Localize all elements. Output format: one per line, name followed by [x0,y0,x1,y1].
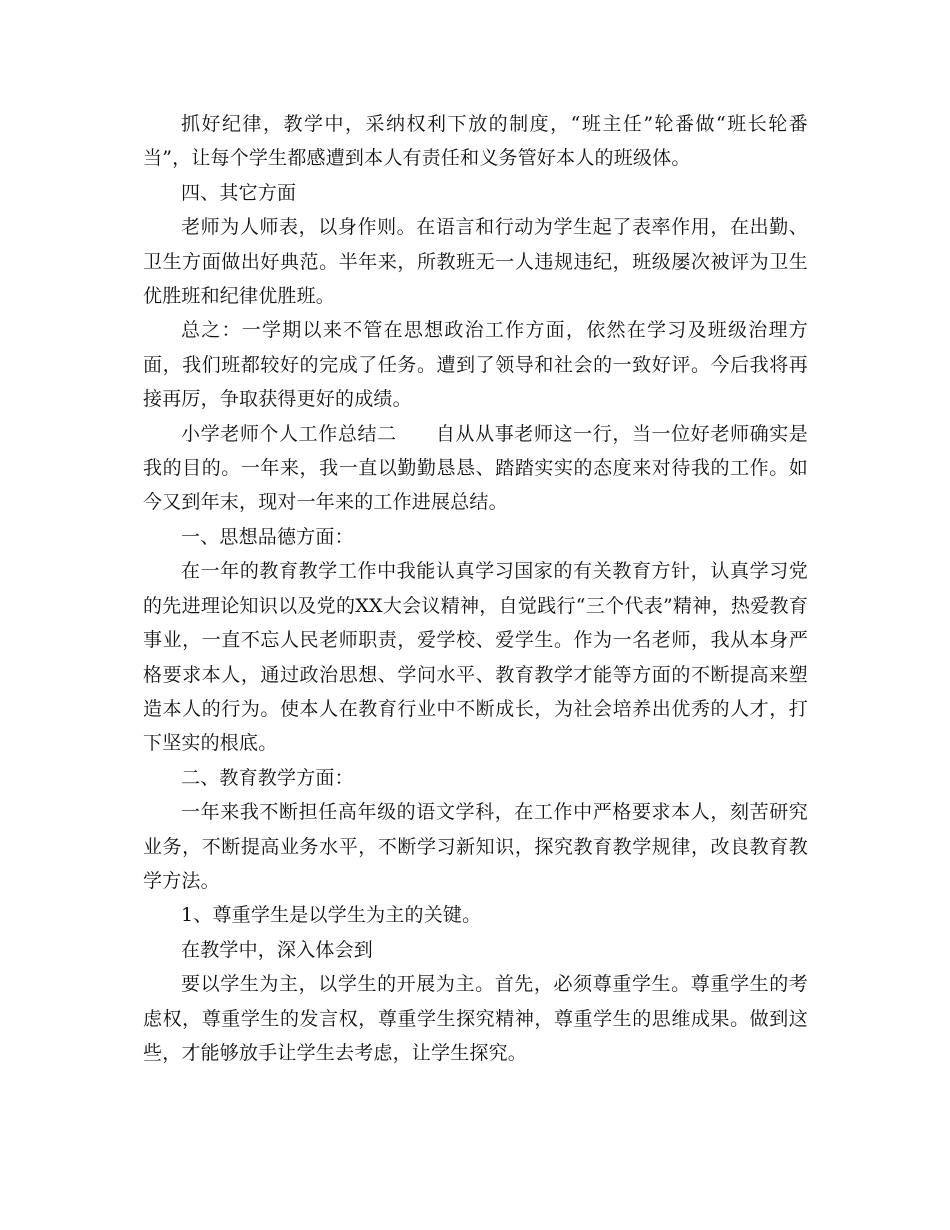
paragraph-role-model: 老师为人师表，以身作则。在语言和行动为学生起了表率作用，在出勤、卫生方面做出好典范。半年来，所教班无一人违规违纪，班级屡次被评为卫生优胜班和纪律优胜班。 [143,216,808,308]
paragraph-moral-character: 在一年的教育教学工作中我能认真学习国家的有关教育方针，认真学习党的先进理论知识以及党的XX大会议精神，自觉践行“三个代表”精神，热爱教育事业，一直不忘人民老师职责，爱学校、爱学生。作为一名老师，我从本身严格要求本人，通过政治思想、学问水平、教育教学才能等方面的不断提高来塑造本人的行为。使本人在教育行业中不断成长，为社会培养出优秀的人才，打下坚实的根底。 [143,560,808,755]
paragraph-in-teaching: 在教学中，深入体会到 [181,938,374,961]
heading-respect-students: 1、尊重学生是以学生为主的关键。 [181,904,482,927]
heading-other-aspects: 四、其它方面 [181,181,297,204]
heading-moral-character: 一、思想品德方面： [181,525,354,548]
paragraph-conclusion: 总之：一学期以来不管在思想政治工作方面，依然在学习及班级治理方面，我们班都较好的完成了任务。遭到了领导和社会的一致好评。今后我将再接再厉，争取获得更好的成绩。 [143,319,808,411]
paragraph-discipline: 抓好纪律，教学中，采纳权利下放的制度，“班主任”轮番做“班长轮番当”，让每个学生都感遭到本人有责任和义务管好本人的班级体。 [143,113,808,170]
heading-teaching: 二、教育教学方面： [181,766,354,789]
paragraph-student-centered: 要以学生为主，以学生的开展为主。首先，必须尊重学生。尊重学生的考虑权，尊重学生的发言权，尊重学生探究精神，尊重学生的思维成果。做到这些，才能够放手让学生去考虑，让学生探究。 [143,973,808,1064]
paragraph-summary-two-intro: 小学老师个人工作总结二 自从从事老师这一行，当一位好老师确实是我的目的。一年来，我一直以勤勤恳恳、踏踏实实的态度来对待我的工作。如今又到年末，现对一年来的工作进展总结。 [143,422,808,514]
paragraph-teaching: 一年来我不断担任高年级的语文学科，在工作中严格要求本人，刻苦研究业务，不断提高业务水平，不断学习新知识，探究教育教学规律，改良教育教学方法。 [143,801,808,892]
